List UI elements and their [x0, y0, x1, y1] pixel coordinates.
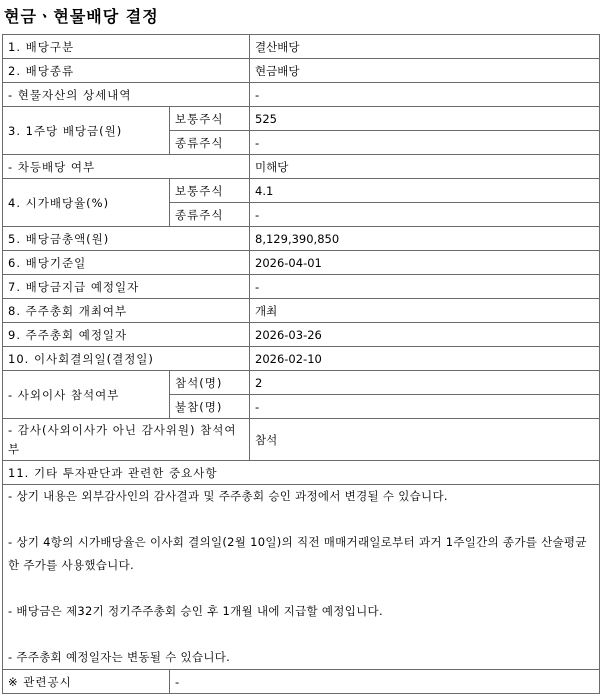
total-dividend-label: 5. 배당금총액(원) — [3, 227, 250, 251]
shareholders-meeting-held-label: 8. 주주총회 개최여부 — [3, 299, 250, 323]
dividend-per-share-preferred-value: - — [250, 131, 600, 155]
table-row — [3, 251, 600, 275]
dividend-kind-label: 2. 배당종류 — [3, 59, 250, 83]
other-matters-label: 11. 기타 투자판단과 관련한 중요사항 — [3, 461, 600, 485]
differential-dividend-label: - 차등배당 여부 — [3, 155, 250, 179]
dividend-disclosure-table — [2, 34, 600, 694]
dividend-type-value: 결산배당 — [250, 35, 600, 59]
payment-date-value: - — [250, 275, 600, 299]
common-stock-label: 보통주식 — [170, 107, 250, 131]
table-row — [3, 419, 600, 461]
in-kind-asset-detail-value: - — [250, 83, 600, 107]
shareholders-meeting-held-value: 개최 — [250, 299, 600, 323]
related-disclosure-value: - — [170, 670, 600, 694]
related-disclosure-label: ※ 관련공시 — [3, 670, 170, 694]
market-dividend-yield-preferred-value: - — [250, 203, 600, 227]
in-kind-asset-detail-label: - 현물자산의 상세내역 — [3, 83, 250, 107]
page-title: 현금ㆍ현물배당 결정 — [4, 7, 159, 26]
table-row — [3, 83, 600, 107]
market-dividend-yield-common-value: 4.1 — [250, 179, 600, 203]
note-line: - 배당금은 제32기 정기주주총회 승인 후 1개월 내에 지급할 예정입니다. — [8, 604, 383, 618]
auditor-attendance-label: - 감사(사외이사가 아닌 감사위원) 참석여부 — [3, 419, 250, 461]
board-resolution-date-value: 2026-02-10 — [250, 347, 600, 371]
table-row — [3, 323, 600, 347]
shareholders-meeting-date-label: 9. 주주총회 예정일자 — [3, 323, 250, 347]
differential-dividend-value: 미해당 — [250, 155, 600, 179]
table-row — [3, 670, 600, 694]
total-dividend-value: 8,129,390,850 — [250, 227, 600, 251]
note-line: - 주주총회 예정일자는 변동될 수 있습니다. — [8, 650, 231, 664]
dividend-type-label: 1. 배당구분 — [3, 35, 250, 59]
table-row — [3, 59, 600, 83]
present-count-value: 2 — [250, 371, 600, 395]
table-row — [3, 179, 600, 203]
board-resolution-date-label: 10. 이사회결의일(결정일) — [3, 347, 250, 371]
dividend-kind-value: 현금배당 — [250, 59, 600, 83]
table-row — [3, 227, 600, 251]
table-row — [3, 107, 600, 131]
preferred-stock-label: 종류주식 — [170, 203, 250, 227]
table-row — [3, 299, 600, 323]
table-row — [3, 371, 600, 395]
payment-date-label: 7. 배당금지급 예정일자 — [3, 275, 250, 299]
market-dividend-yield-label: 4. 시가배당율(%) — [3, 179, 170, 227]
note-line: - 상기 내용은 외부감사인의 감사결과 및 주주총회 승인 과정에서 변경될 수 있습니다. — [8, 489, 448, 503]
table-row — [3, 485, 600, 670]
dividend-per-share-label: 3. 1주당 배당금(원) — [3, 107, 170, 155]
table-row — [3, 347, 600, 371]
dividend-per-share-common-value: 525 — [250, 107, 600, 131]
common-stock-label: 보통주식 — [170, 179, 250, 203]
shareholders-meeting-date-value: 2026-03-26 — [250, 323, 600, 347]
absent-count-label: 불참(명) — [170, 395, 250, 419]
preferred-stock-label: 종류주식 — [170, 131, 250, 155]
table-row — [3, 35, 600, 59]
other-matters-notes — [3, 485, 600, 670]
record-date-value: 2026-04-01 — [250, 251, 600, 275]
outside-director-attendance-label: - 사외이사 참석여부 — [3, 371, 170, 419]
note-line: - 상기 4항의 시가배당율은 이사회 결의일(2월 10일)의 직전 매매거래일로부터 과거 1주일간의 종가를 산술평균한 주가를 사용했습니다. — [8, 535, 587, 572]
table-row — [3, 275, 600, 299]
auditor-attendance-value: 참석 — [250, 419, 600, 461]
record-date-label: 6. 배당기준일 — [3, 251, 250, 275]
table-row — [3, 461, 600, 485]
present-count-label: 참석(명) — [170, 371, 250, 395]
absent-count-value: - — [250, 395, 600, 419]
table-row — [3, 155, 600, 179]
